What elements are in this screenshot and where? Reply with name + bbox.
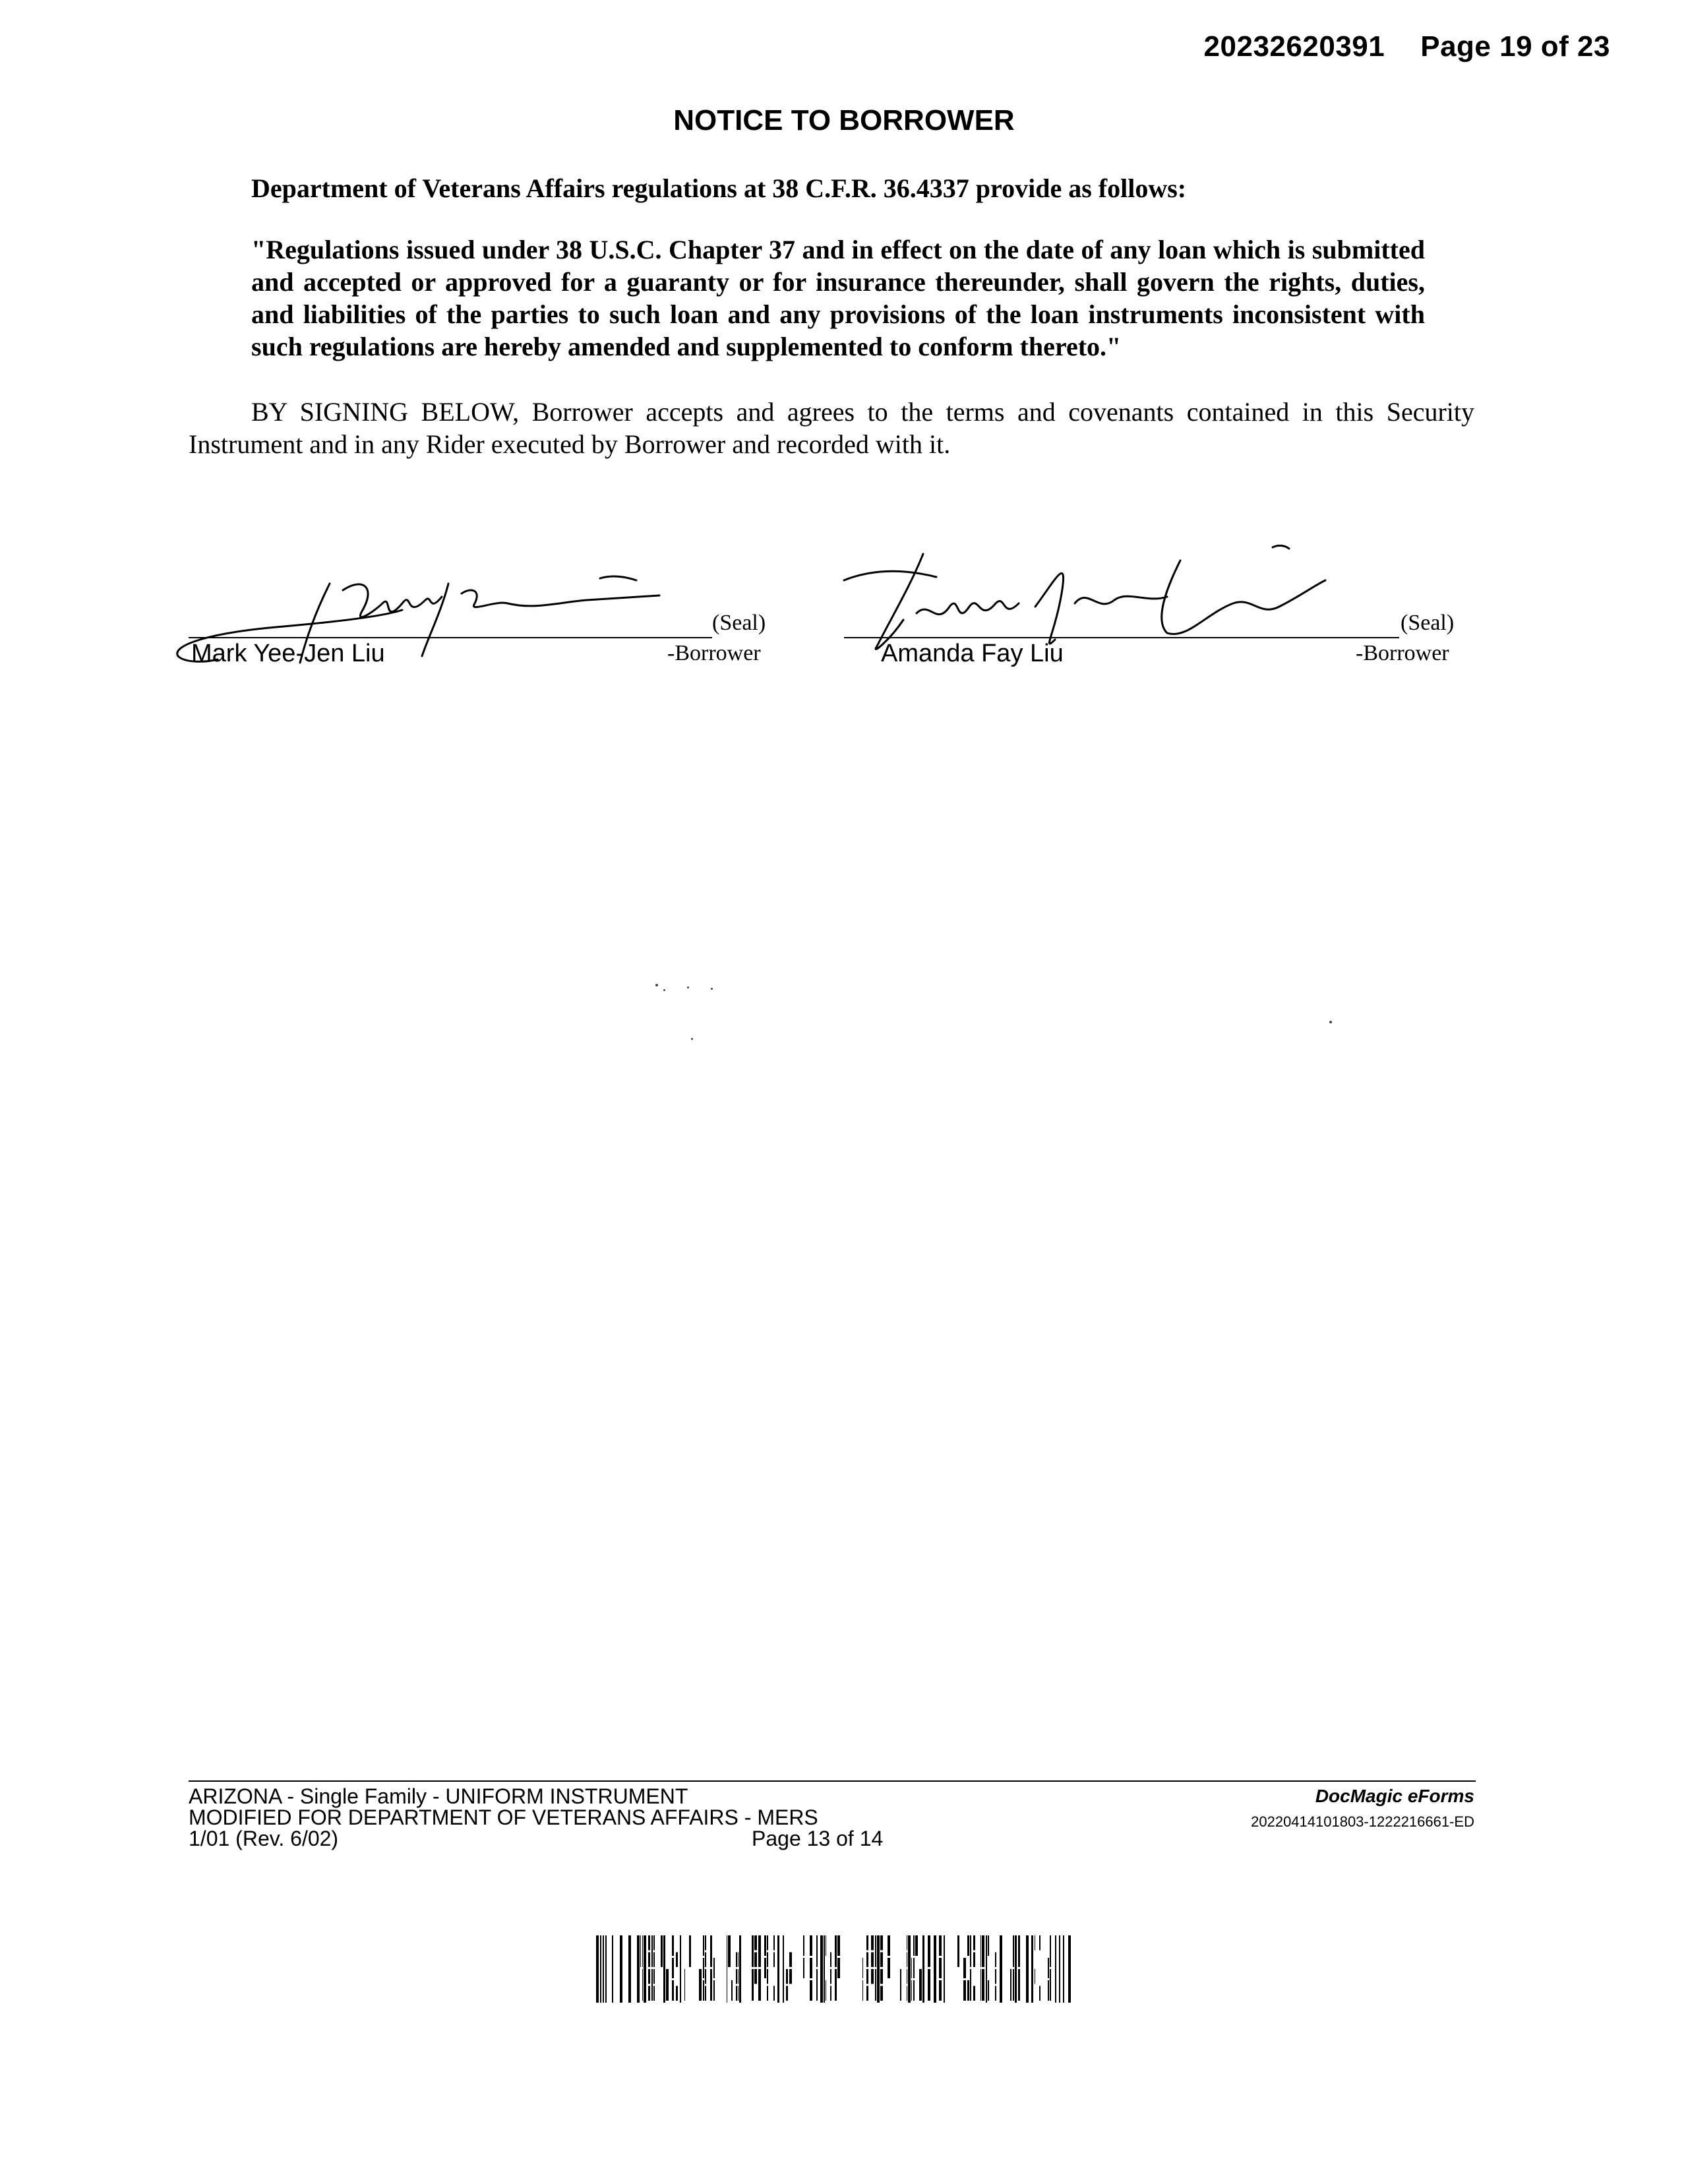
seal-label-2: (Seal) <box>1401 611 1455 635</box>
borrower-name-1: Mark Yee-Jen Liu <box>191 640 385 667</box>
regulation-quote: "Regulations issued under 38 U.S.C. Chapter 37 and in effect on the date of any loan which is submitted and accepted or approved for a guaranty or for insurance thereunder, shall govern the rights, duties, and liabilities of the parties to such loan and any provisions of the loan instruments inconsistent with such regulations are hereby amended and supplemented to conform thereto." <box>251 235 1425 361</box>
form-line-1: ARIZONA - Single Family - UNIFORM INSTRUMENT <box>189 1784 688 1808</box>
scan-speck <box>655 984 658 986</box>
scan-speck <box>1329 1021 1332 1023</box>
handwritten-signature-1 <box>165 564 679 676</box>
form-line-3: 1/01 (Rev. 6/02) <box>189 1827 339 1850</box>
footer-rule <box>189 1780 1476 1782</box>
scan-speck <box>663 989 665 991</box>
borrower-name-2: Amanda Fay Liu <box>881 640 1064 667</box>
barcode-image <box>596 1935 1072 2003</box>
scan-speck <box>711 988 713 990</box>
scan-speck <box>691 1038 693 1040</box>
document-id: 20220414101803-1222216661-ED <box>1251 1813 1474 1830</box>
docmagic-logo: DocMagic eForms <box>1315 1786 1474 1806</box>
form-line-2: MODIFIED FOR DEPARTMENT OF VETERANS AFFAIRS - MERS <box>189 1805 818 1829</box>
borrower-role-1: -Borrower <box>667 641 761 665</box>
signing-statement: BY SIGNING BELOW, Borrower accepts and agrees to the terms and covenants contained in this Security Instrument and in any Rider executed by Borrower and recorded with it. <box>189 397 1474 459</box>
notice-intro: Department of Veterans Affairs regulations at 38 C.F.R. 36.4337 provide as follows: <box>251 173 1187 203</box>
borrower-role-2: -Borrower <box>1356 641 1449 665</box>
recording-page-label: Page 19 of 23 <box>1420 30 1610 63</box>
handwritten-signature-2 <box>837 541 1365 673</box>
seal-label-1: (Seal) <box>712 611 766 635</box>
recording-header <box>1204 30 1610 63</box>
form-page-number: Page 13 of 14 <box>752 1827 884 1850</box>
notice-title: NOTICE TO BORROWER <box>673 104 1015 136</box>
scan-speck <box>687 986 689 988</box>
recording-number: 20232620391 <box>1203 30 1385 63</box>
